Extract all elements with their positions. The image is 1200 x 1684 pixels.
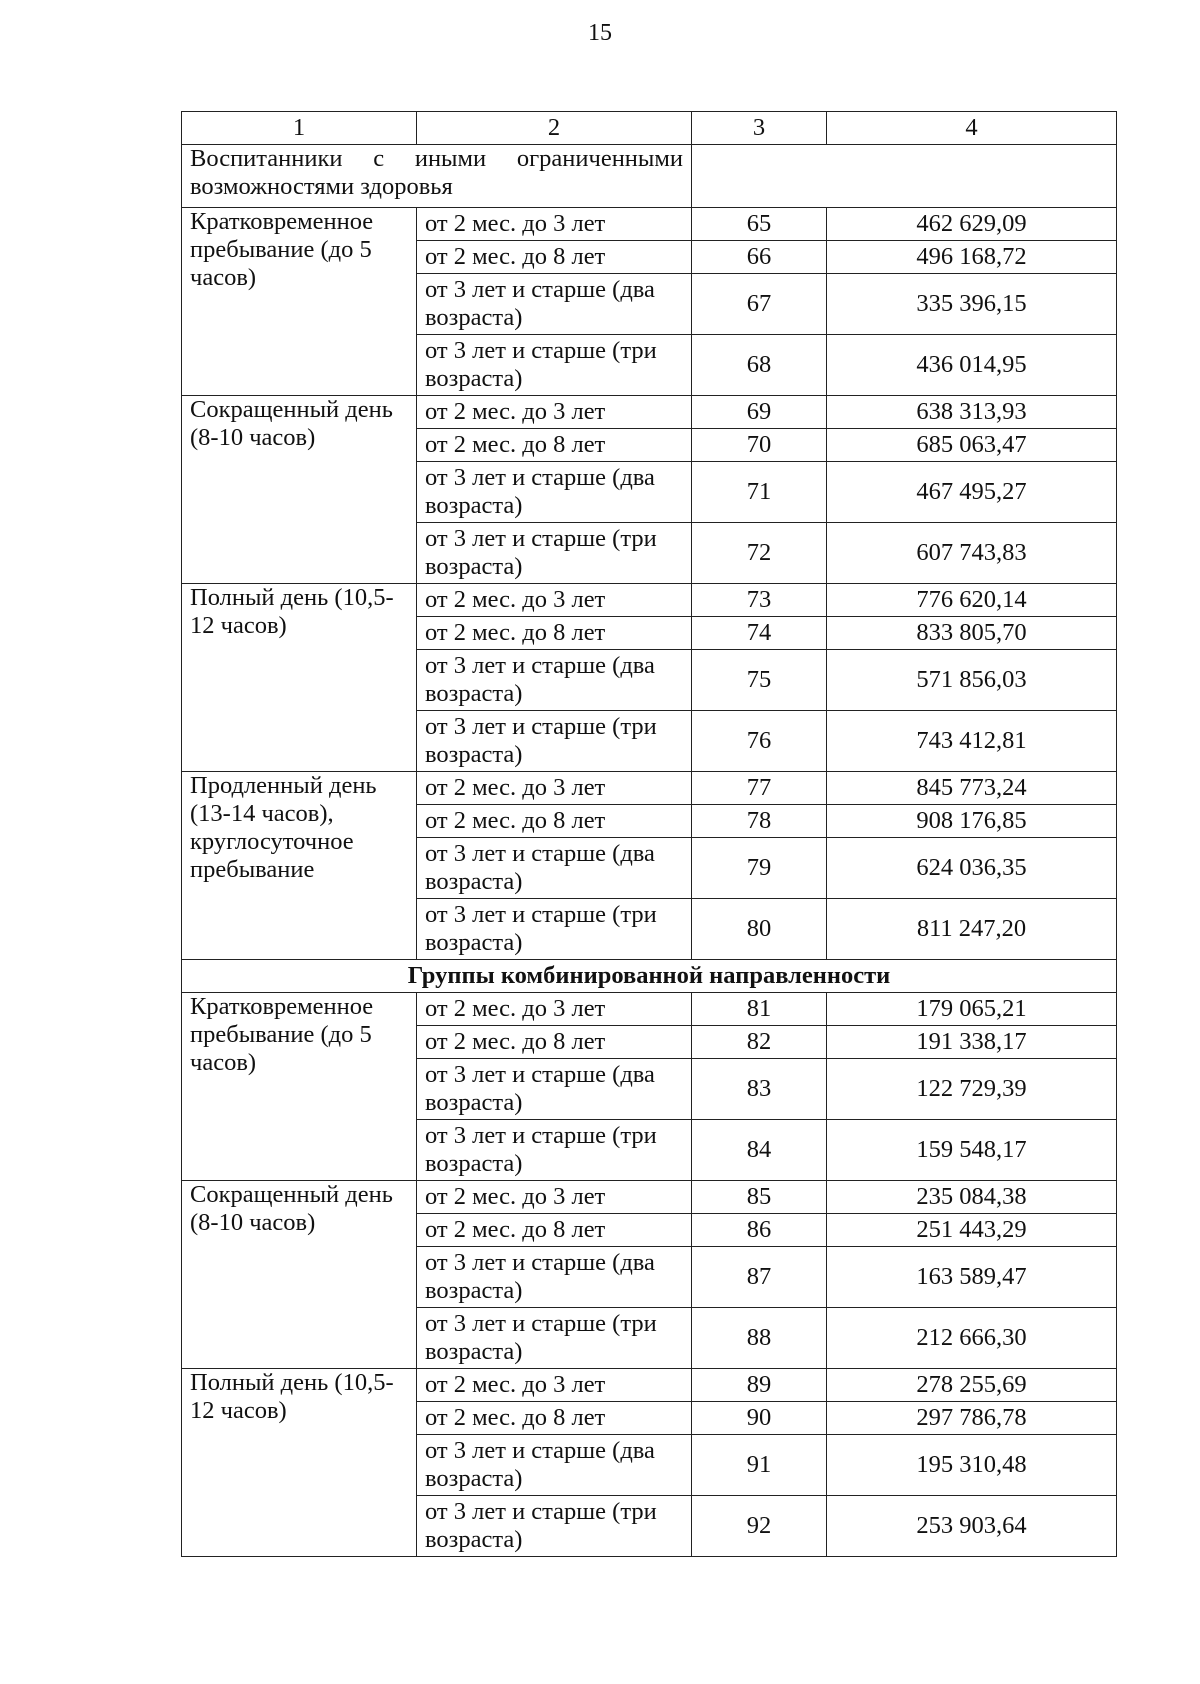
age-cell: от 3 лет и старше (два возраста): [417, 1247, 692, 1308]
code-cell: 77: [692, 772, 827, 805]
age-cell: от 2 мес. до 3 лет: [417, 396, 692, 429]
table-row: [182, 772, 1117, 805]
amount-cell: 253 903,64: [827, 1496, 1117, 1557]
code-cell: 85: [692, 1181, 827, 1214]
code-cell: 92: [692, 1496, 827, 1557]
amount-cell: 122 729,39: [827, 1059, 1117, 1120]
table-row: [182, 1181, 1117, 1214]
amount-cell: 179 065,21: [827, 993, 1117, 1026]
age-cell: от 3 лет и старше (два возраста): [417, 462, 692, 523]
table-row: [182, 993, 1117, 1026]
code-cell: 76: [692, 711, 827, 772]
code-cell: 78: [692, 805, 827, 838]
category-cell: Кратковременное пребывание (до 5 часов): [182, 208, 417, 396]
age-cell: от 2 мес. до 3 лет: [417, 993, 692, 1026]
age-cell: от 2 мес. до 8 лет: [417, 429, 692, 462]
amount-cell: 235 084,38: [827, 1181, 1117, 1214]
age-cell: от 2 мес. до 8 лет: [417, 805, 692, 838]
amount-cell: 776 620,14: [827, 584, 1117, 617]
code-cell: 66: [692, 241, 827, 274]
code-cell: 74: [692, 617, 827, 650]
code-cell: 65: [692, 208, 827, 241]
code-cell: 88: [692, 1308, 827, 1369]
amount-cell: 811 247,20: [827, 899, 1117, 960]
amount-cell: 278 255,69: [827, 1369, 1117, 1402]
age-cell: от 3 лет и старше (три возраста): [417, 899, 692, 960]
amount-cell: 571 856,03: [827, 650, 1117, 711]
group-title-empty: [692, 145, 1117, 208]
amount-cell: 833 805,70: [827, 617, 1117, 650]
amount-cell: 462 629,09: [827, 208, 1117, 241]
amount-cell: 467 495,27: [827, 462, 1117, 523]
age-cell: от 2 мес. до 3 лет: [417, 1181, 692, 1214]
code-cell: 72: [692, 523, 827, 584]
age-cell: от 2 мес. до 8 лет: [417, 1402, 692, 1435]
code-cell: 70: [692, 429, 827, 462]
age-cell: от 2 мес. до 8 лет: [417, 1214, 692, 1247]
code-cell: 81: [692, 993, 827, 1026]
group-title: Воспитанники с иными ограниченными возможностями здоровья: [182, 145, 692, 208]
category-cell: Кратковременное пребывание (до 5 часов): [182, 993, 417, 1181]
section-title: Группы комбинированной направленности: [182, 960, 1117, 993]
age-cell: от 3 лет и старше (два возраста): [417, 1435, 692, 1496]
code-cell: 89: [692, 1369, 827, 1402]
code-cell: 86: [692, 1214, 827, 1247]
code-cell: 73: [692, 584, 827, 617]
age-cell: от 3 лет и старше (два возраста): [417, 838, 692, 899]
amount-cell: 297 786,78: [827, 1402, 1117, 1435]
amount-cell: 638 313,93: [827, 396, 1117, 429]
age-cell: от 3 лет и старше (три возраста): [417, 1308, 692, 1369]
code-cell: 68: [692, 335, 827, 396]
code-cell: 91: [692, 1435, 827, 1496]
group-title-row: [182, 145, 1117, 208]
amount-cell: 845 773,24: [827, 772, 1117, 805]
header-row: [182, 112, 1117, 145]
code-cell: 82: [692, 1026, 827, 1059]
amount-cell: 436 014,95: [827, 335, 1117, 396]
amount-cell: 191 338,17: [827, 1026, 1117, 1059]
age-cell: от 3 лет и старше (три возраста): [417, 1120, 692, 1181]
category-cell: Полный день (10,5-12 часов): [182, 584, 417, 772]
category-cell: Продленный день (13-14 часов), круглосуточное пребывание: [182, 772, 417, 960]
amount-cell: 251 443,29: [827, 1214, 1117, 1247]
age-cell: от 3 лет и старше (три возраста): [417, 711, 692, 772]
table-row: [182, 396, 1117, 429]
code-cell: 71: [692, 462, 827, 523]
age-cell: от 3 лет и старше (три возраста): [417, 523, 692, 584]
code-cell: 84: [692, 1120, 827, 1181]
age-cell: от 2 мес. до 3 лет: [417, 584, 692, 617]
age-cell: от 3 лет и старше (три возраста): [417, 335, 692, 396]
amount-cell: 335 396,15: [827, 274, 1117, 335]
age-cell: от 2 мес. до 3 лет: [417, 1369, 692, 1402]
code-cell: 79: [692, 838, 827, 899]
amount-cell: 496 168,72: [827, 241, 1117, 274]
code-cell: 67: [692, 274, 827, 335]
amount-cell: 624 036,35: [827, 838, 1117, 899]
amount-cell: 159 548,17: [827, 1120, 1117, 1181]
amount-cell: 607 743,83: [827, 523, 1117, 584]
amount-cell: 195 310,48: [827, 1435, 1117, 1496]
page-number: 15: [588, 20, 612, 46]
code-cell: 87: [692, 1247, 827, 1308]
code-cell: 80: [692, 899, 827, 960]
amount-cell: 163 589,47: [827, 1247, 1117, 1308]
age-cell: от 2 мес. до 8 лет: [417, 1026, 692, 1059]
category-cell: Сокращенный день (8-10 часов): [182, 1181, 417, 1369]
table-row: [182, 584, 1117, 617]
tariff-table: [181, 111, 1117, 1557]
age-cell: от 2 мес. до 3 лет: [417, 208, 692, 241]
category-cell: Полный день (10,5-12 часов): [182, 1369, 417, 1557]
age-cell: от 2 мес. до 3 лет: [417, 772, 692, 805]
code-cell: 69: [692, 396, 827, 429]
amount-cell: 743 412,81: [827, 711, 1117, 772]
table-row: [182, 208, 1117, 241]
age-cell: от 2 мес. до 8 лет: [417, 241, 692, 274]
amount-cell: 908 176,85: [827, 805, 1117, 838]
age-cell: от 3 лет и старше (три возраста): [417, 1496, 692, 1557]
header-col-3: 3: [692, 112, 827, 145]
category-cell: Сокращенный день (8-10 часов): [182, 396, 417, 584]
amount-cell: 685 063,47: [827, 429, 1117, 462]
header-col-2: 2: [417, 112, 692, 145]
age-cell: от 3 лет и старше (два возраста): [417, 274, 692, 335]
age-cell: от 3 лет и старше (два возраста): [417, 650, 692, 711]
code-cell: 90: [692, 1402, 827, 1435]
header-col-4: 4: [827, 112, 1117, 145]
age-cell: от 3 лет и старше (два возраста): [417, 1059, 692, 1120]
age-cell: от 2 мес. до 8 лет: [417, 617, 692, 650]
header-col-1: 1: [182, 112, 417, 145]
code-cell: 83: [692, 1059, 827, 1120]
section-row: [182, 960, 1117, 993]
table-row: [182, 1369, 1117, 1402]
code-cell: 75: [692, 650, 827, 711]
amount-cell: 212 666,30: [827, 1308, 1117, 1369]
